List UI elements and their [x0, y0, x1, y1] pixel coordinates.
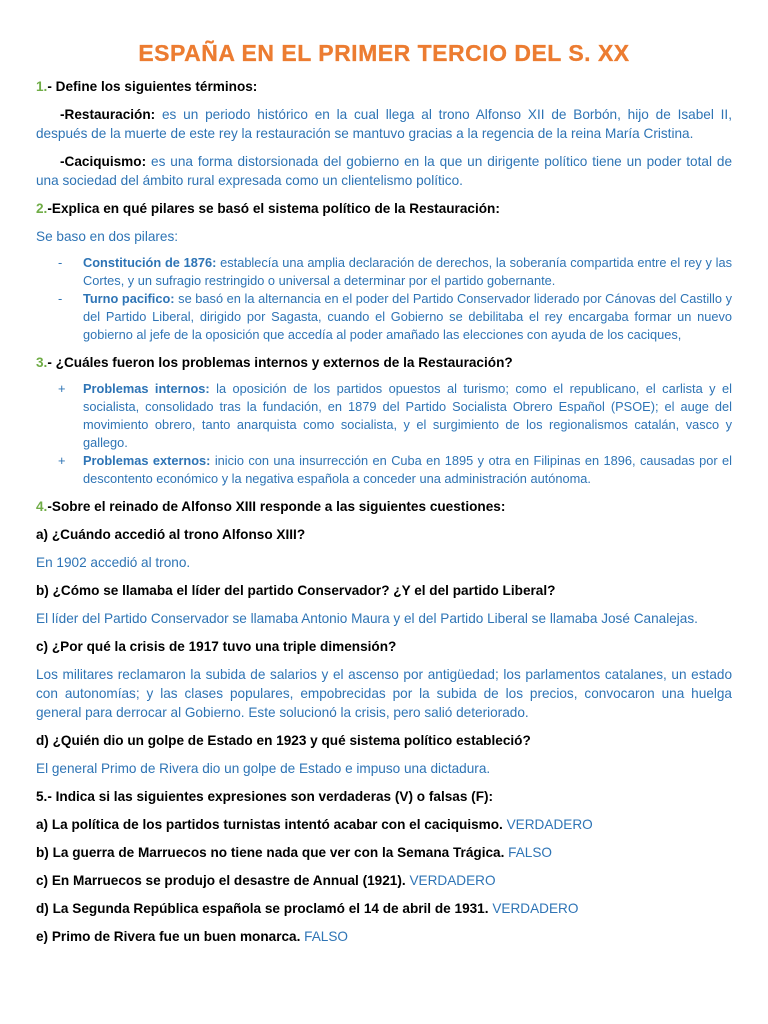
verdict: FALSO	[508, 845, 552, 860]
true-false-item	[36, 871, 732, 890]
list-item	[36, 380, 732, 452]
term-definition: es una forma distorsionada del gobierno en la que un dirigente político tiene un poder total de una sociedad del ámbito rural expresada como un clientelismo político.	[36, 154, 732, 188]
verdict: VERDADERO	[409, 873, 496, 888]
item-term: Problemas externos:	[83, 453, 211, 468]
plus-bullet: +	[58, 381, 66, 396]
question-text: - ¿Cuáles fueron los problemas internos y externos de la Restauración?	[47, 355, 513, 370]
verdict: VERDADERO	[492, 901, 579, 916]
document-title: ESPAÑA EN EL PRIMER TERCIO DEL S. XX	[138, 40, 630, 66]
question-number: 4.	[36, 499, 48, 514]
sub-answer-a: En 1902 accedió al trono.	[36, 555, 191, 570]
term-label: -Restauración:	[60, 107, 156, 122]
sub-question-c: c) ¿Por qué la crisis de 1917 tuvo una triple dimensión?	[36, 639, 397, 654]
statement: e) Primo de Rivera fue un buen monarca.	[36, 929, 301, 944]
item-text: establecía una amplia declaración de derechos, la soberanía compartida entre el rey y las Cortes, y un sufragio restringido o universal a determinar por el partido gobernante.	[83, 255, 733, 288]
question-text: -Explica en qué pilares se basó el sistema político de la Restauración:	[47, 201, 500, 216]
list-item	[36, 290, 732, 344]
sub-question-b: b) ¿Cómo se llamaba el líder del partido Conservador? ¿Y el del partido Liberal?	[36, 583, 556, 598]
item-term: Turno pacifico:	[83, 291, 175, 306]
item-text: inicio con una insurrección en Cuba en 1895 y otra en Filipinas en 1896, causadas por el descontento económico y la negativa española a conceder una administración autónoma.	[83, 453, 732, 486]
list-item	[36, 254, 732, 290]
dash-bullet: -	[58, 255, 63, 270]
question-1	[36, 77, 732, 96]
sub-answer-d: El general Primo de Rivera dio un golpe de Estado e impuso una dictadura.	[36, 761, 491, 776]
list-item	[36, 452, 732, 488]
true-false-item	[36, 815, 732, 834]
question-text: -Sobre el reinado de Alfonso XIII responde a las siguientes cuestiones:	[47, 499, 506, 514]
document-page	[36, 40, 732, 946]
item-text: se basó en la alternancia en el poder del Partido Conservador liderado por Cánovas del Castillo y del Partido Liberal, dirigido por Sagasta, cuando el Gobierno se debilitaba el rey encargaba formar un nuevo gobierno al jefe de la oposición que accedía al poder amañado las elecciones con ayuda de los caciques,	[83, 291, 732, 342]
question-5: 5.- Indica si las siguientes expresiones son verdaderas (V) o falsas (F):	[36, 789, 494, 804]
answer-caciquismo	[36, 152, 732, 190]
dash-bullet: -	[58, 291, 63, 306]
sub-question-a: a) ¿Cuándo accedió al trono Alfonso XIII?	[36, 527, 306, 542]
term-label: -Caciquismo:	[60, 154, 147, 169]
question-number: 1.	[36, 79, 48, 94]
verdict: VERDADERO	[506, 817, 593, 832]
term-definition: es un periodo histórico en la cual llega al trono Alfonso XII de Borbón, hijo de Isabel II, después de la muerte de este rey la restauración se mantuvo gracias a la regencia de la reina María Cristina.	[36, 107, 732, 141]
answer-restauracion	[36, 105, 732, 143]
statement: a) La política de los partidos turnistas intentó acabar con el caciquismo.	[36, 817, 503, 832]
sub-question-d: d) ¿Quién dio un golpe de Estado en 1923 y qué sistema político estableció?	[36, 733, 531, 748]
statement: b) La guerra de Marruecos no tiene nada que ver con la Semana Trágica.	[36, 845, 505, 860]
item-term: Constitución de 1876:	[83, 255, 217, 270]
item-text: la oposición de los partidos opuestos al turismo; como el republicano, el carlista y el socialista, consolidado tras la fundación, en 1879 del Partido Socialista Obrero Español (PSOE); el auge del movimiento obrero, tanto anarquista como socialista, y el surgimiento de los regionalismos catalán, vasco y gallego.	[83, 381, 733, 450]
true-false-item	[36, 927, 732, 946]
sub-answer-c: Los militares reclamaron la subida de salarios y el ascenso por antigüedad; los parlamentos catalanes, un estado con autonomías; y las clases populares, empobrecidas por la subida de los precios, convocaron una huelga general para derrocar al Gobierno. Este solucionó la crisis, pero salió deteriorado.	[36, 667, 732, 720]
statement: d) La Segunda República española se proclamó el 14 de abril de 1931.	[36, 901, 489, 916]
sub-answer-b: El líder del Partido Conservador se llamaba Antonio Maura y el del Partido Liberal se llamaba José Canalejas.	[36, 611, 698, 626]
question-3	[36, 353, 732, 372]
question-text: - Define los siguientes términos:	[47, 79, 258, 94]
true-false-item	[36, 843, 732, 862]
pillars-list	[36, 254, 732, 344]
answer-intro: Se baso en dos pilares:	[36, 229, 179, 244]
true-false-item	[36, 899, 732, 918]
statement: c) En Marruecos se produjo el desastre de Annual (1921).	[36, 873, 406, 888]
verdict: FALSO	[304, 929, 348, 944]
item-term: Problemas internos:	[83, 381, 210, 396]
plus-bullet: +	[58, 453, 66, 468]
question-number: 3.	[36, 355, 48, 370]
problems-list	[36, 380, 732, 488]
question-4	[36, 497, 732, 516]
question-2	[36, 199, 732, 218]
question-number: 2.	[36, 201, 48, 216]
